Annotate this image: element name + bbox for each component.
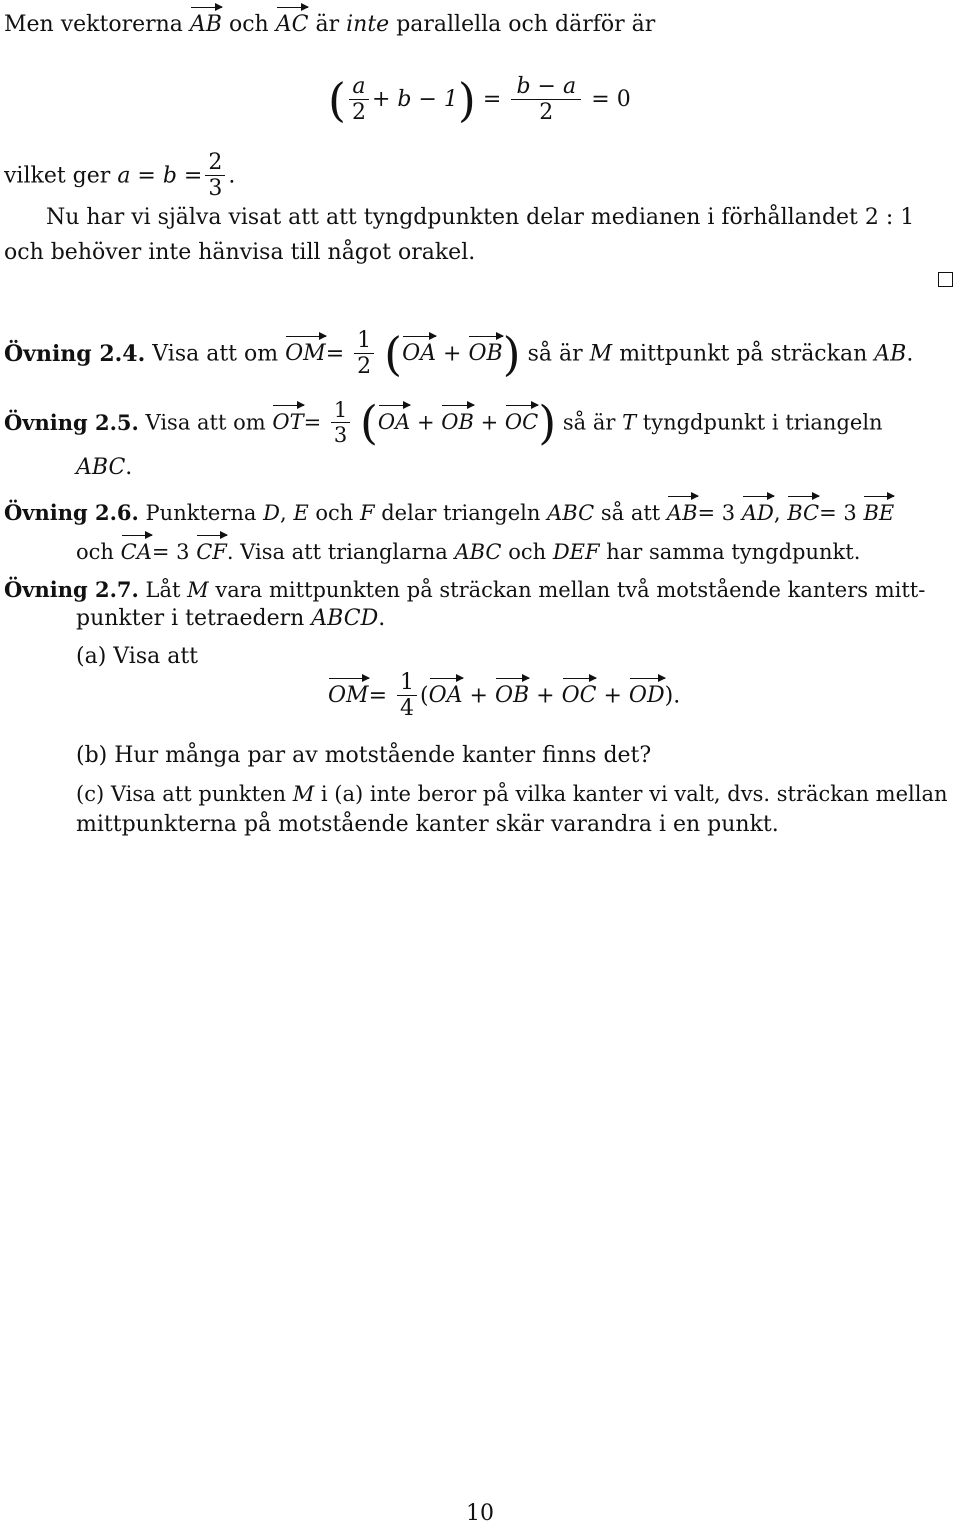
numerator: b − a [511,74,581,100]
math-var: ABCD [311,606,379,631]
denominator: 4 [400,696,414,722]
math-var: AB [874,341,907,367]
text-line: och behöver inte hänvisa till något orakel. [4,240,476,265]
text: parallella och därför är [396,12,656,37]
vector-bc: BC [787,501,820,525]
equation-1 [328,74,631,126]
vector-ob: OB [494,682,530,708]
text: har samma tyngdpunkt. [606,540,861,564]
text: är [315,12,340,37]
plus: + [416,410,435,435]
fraction [397,670,417,722]
text: punkter i tetraedern [76,606,305,631]
vector-od: OD [628,682,665,708]
expr: = 0 [591,86,631,112]
math-var: M [589,341,613,367]
fraction [205,150,225,202]
period: . [378,606,386,631]
left-paren: ( [328,72,346,127]
comma: , [279,501,287,525]
exercise-2-6 [4,500,894,525]
text: vara mittpunkten på sträckan mellan två motstående kanters mitt- [215,578,926,602]
left-paren: ( [384,326,403,381]
exercise-2-5-cont [76,455,132,480]
numerator: a [349,74,369,100]
text: vilket ger [4,163,111,189]
part-a-label: (a) Visa att [76,644,199,669]
math-var: DEF [552,540,600,564]
math-var: D [263,501,280,525]
exercise-2-4 [4,328,913,380]
vector-ob: OB [441,410,474,435]
numerator: 2 [205,150,225,176]
exercise-label: Övning 2.5. [4,410,139,436]
text: Punkterna [145,501,257,525]
text-line: Nu har vi själva visat att att tyngdpunkten delar medianen i förhållandet 2 : 1 [46,205,915,230]
page-number: 10 [466,1501,494,1526]
expr: + b − 1 [371,86,458,112]
denominator: 3 [208,176,223,202]
vector-oc: OC [561,682,597,708]
math-var: M [292,782,315,806]
vector-cf: CF [196,540,227,564]
math-var: ABC [76,455,126,480]
exercise-label: Övning 2.4. [4,340,146,367]
period: . [125,455,133,480]
period: . [228,163,236,189]
text: så är [527,341,583,367]
vector-ca: CA [120,540,152,564]
right-paren: ) [664,683,674,709]
part-c-line1 [76,782,948,806]
text: Låt [145,578,181,602]
comma: , [773,501,781,525]
qed-box-icon [938,272,953,287]
expr: = 3 [819,501,857,525]
vector-be: BE [863,501,895,525]
period: . [673,683,681,709]
part-b-text: (b) Hur många par av motstående kanter finns det? [76,743,652,768]
right-paren: ) [457,72,476,127]
vector-ob: OB [468,340,503,366]
vector-om: OM [285,340,326,366]
exercise-2-7 [4,577,925,602]
exercise-label: Övning 2.6. [4,500,139,525]
expr: = 3 [697,501,736,525]
text: Visa att om [145,410,266,435]
fraction [354,328,374,380]
text: och [76,540,114,564]
math-var: F [359,501,375,525]
numerator: 1 [354,328,374,354]
denominator: 3 [333,423,348,448]
fraction [331,398,350,447]
fraction [349,74,369,126]
text: så att [600,501,661,525]
plus: + [443,341,462,367]
exercise-label: Övning 2.7. [4,577,139,602]
left-paren: ( [420,683,429,709]
emphasis-text: inte [346,12,390,37]
text: och [228,12,269,37]
conclusion-line [4,150,235,202]
vector-ot: OT [272,410,304,435]
math-var: ABC [547,501,595,525]
denominator: 2 [357,354,372,380]
math-var: M [187,578,209,602]
right-paren: ) [502,326,521,381]
text: mittpunkt på sträckan [619,341,868,367]
text: delar triangeln [381,501,541,525]
expr: a = b = [117,163,203,189]
text: (c) Visa att punkten [76,782,286,806]
right-paren: ) [538,395,557,450]
vector-oc: OC [504,410,539,435]
text: så är [562,410,616,435]
text: Visa att om [152,341,279,367]
equals: = [482,86,502,112]
period: . [906,341,914,367]
equals: = [325,341,345,367]
vector-ab: AB [666,501,698,525]
equals: = [303,410,322,435]
vector-ab: AB [189,12,222,37]
text: i (a) inte beror på vilka kanter vi valt, dvs. sträckan mellan [320,782,948,806]
equals: = [368,683,387,709]
plus: + [469,683,488,709]
text: och [315,501,354,525]
plus: + [536,683,555,709]
math-var: T [622,410,637,435]
vector-om: OM [328,682,369,708]
part-c-line2: mittpunkterna på motstående kanter skär varandra i en punkt. [76,812,779,837]
math-var: E [293,501,309,525]
vector-oa: OA [402,340,437,366]
plus: + [603,683,622,709]
exercise-2-5 [4,395,883,450]
left-paren: ( [359,395,378,450]
expr: = 3 [151,540,190,564]
fraction [511,74,581,126]
equation-om [328,670,680,722]
text: Men vektorerna [4,12,183,37]
text: tyngdpunkt i triangeln [642,410,883,435]
math-var: ABC [454,540,502,564]
vector-oa: OA [428,682,463,708]
exercise-2-7-line2 [76,606,385,631]
vector-ad: AD [741,501,774,525]
text: och [508,540,547,564]
denominator: 2 [351,100,366,126]
denominator: 2 [539,100,554,126]
plus: + [480,410,499,435]
exercise-2-6-cont [76,540,860,564]
numerator: 1 [331,398,350,423]
numerator: 1 [397,670,417,696]
vector-oa: OA [377,410,411,435]
intro-line [4,12,655,37]
vector-ac: AC [275,12,309,37]
text: . Visa att trianglarna [226,540,448,564]
